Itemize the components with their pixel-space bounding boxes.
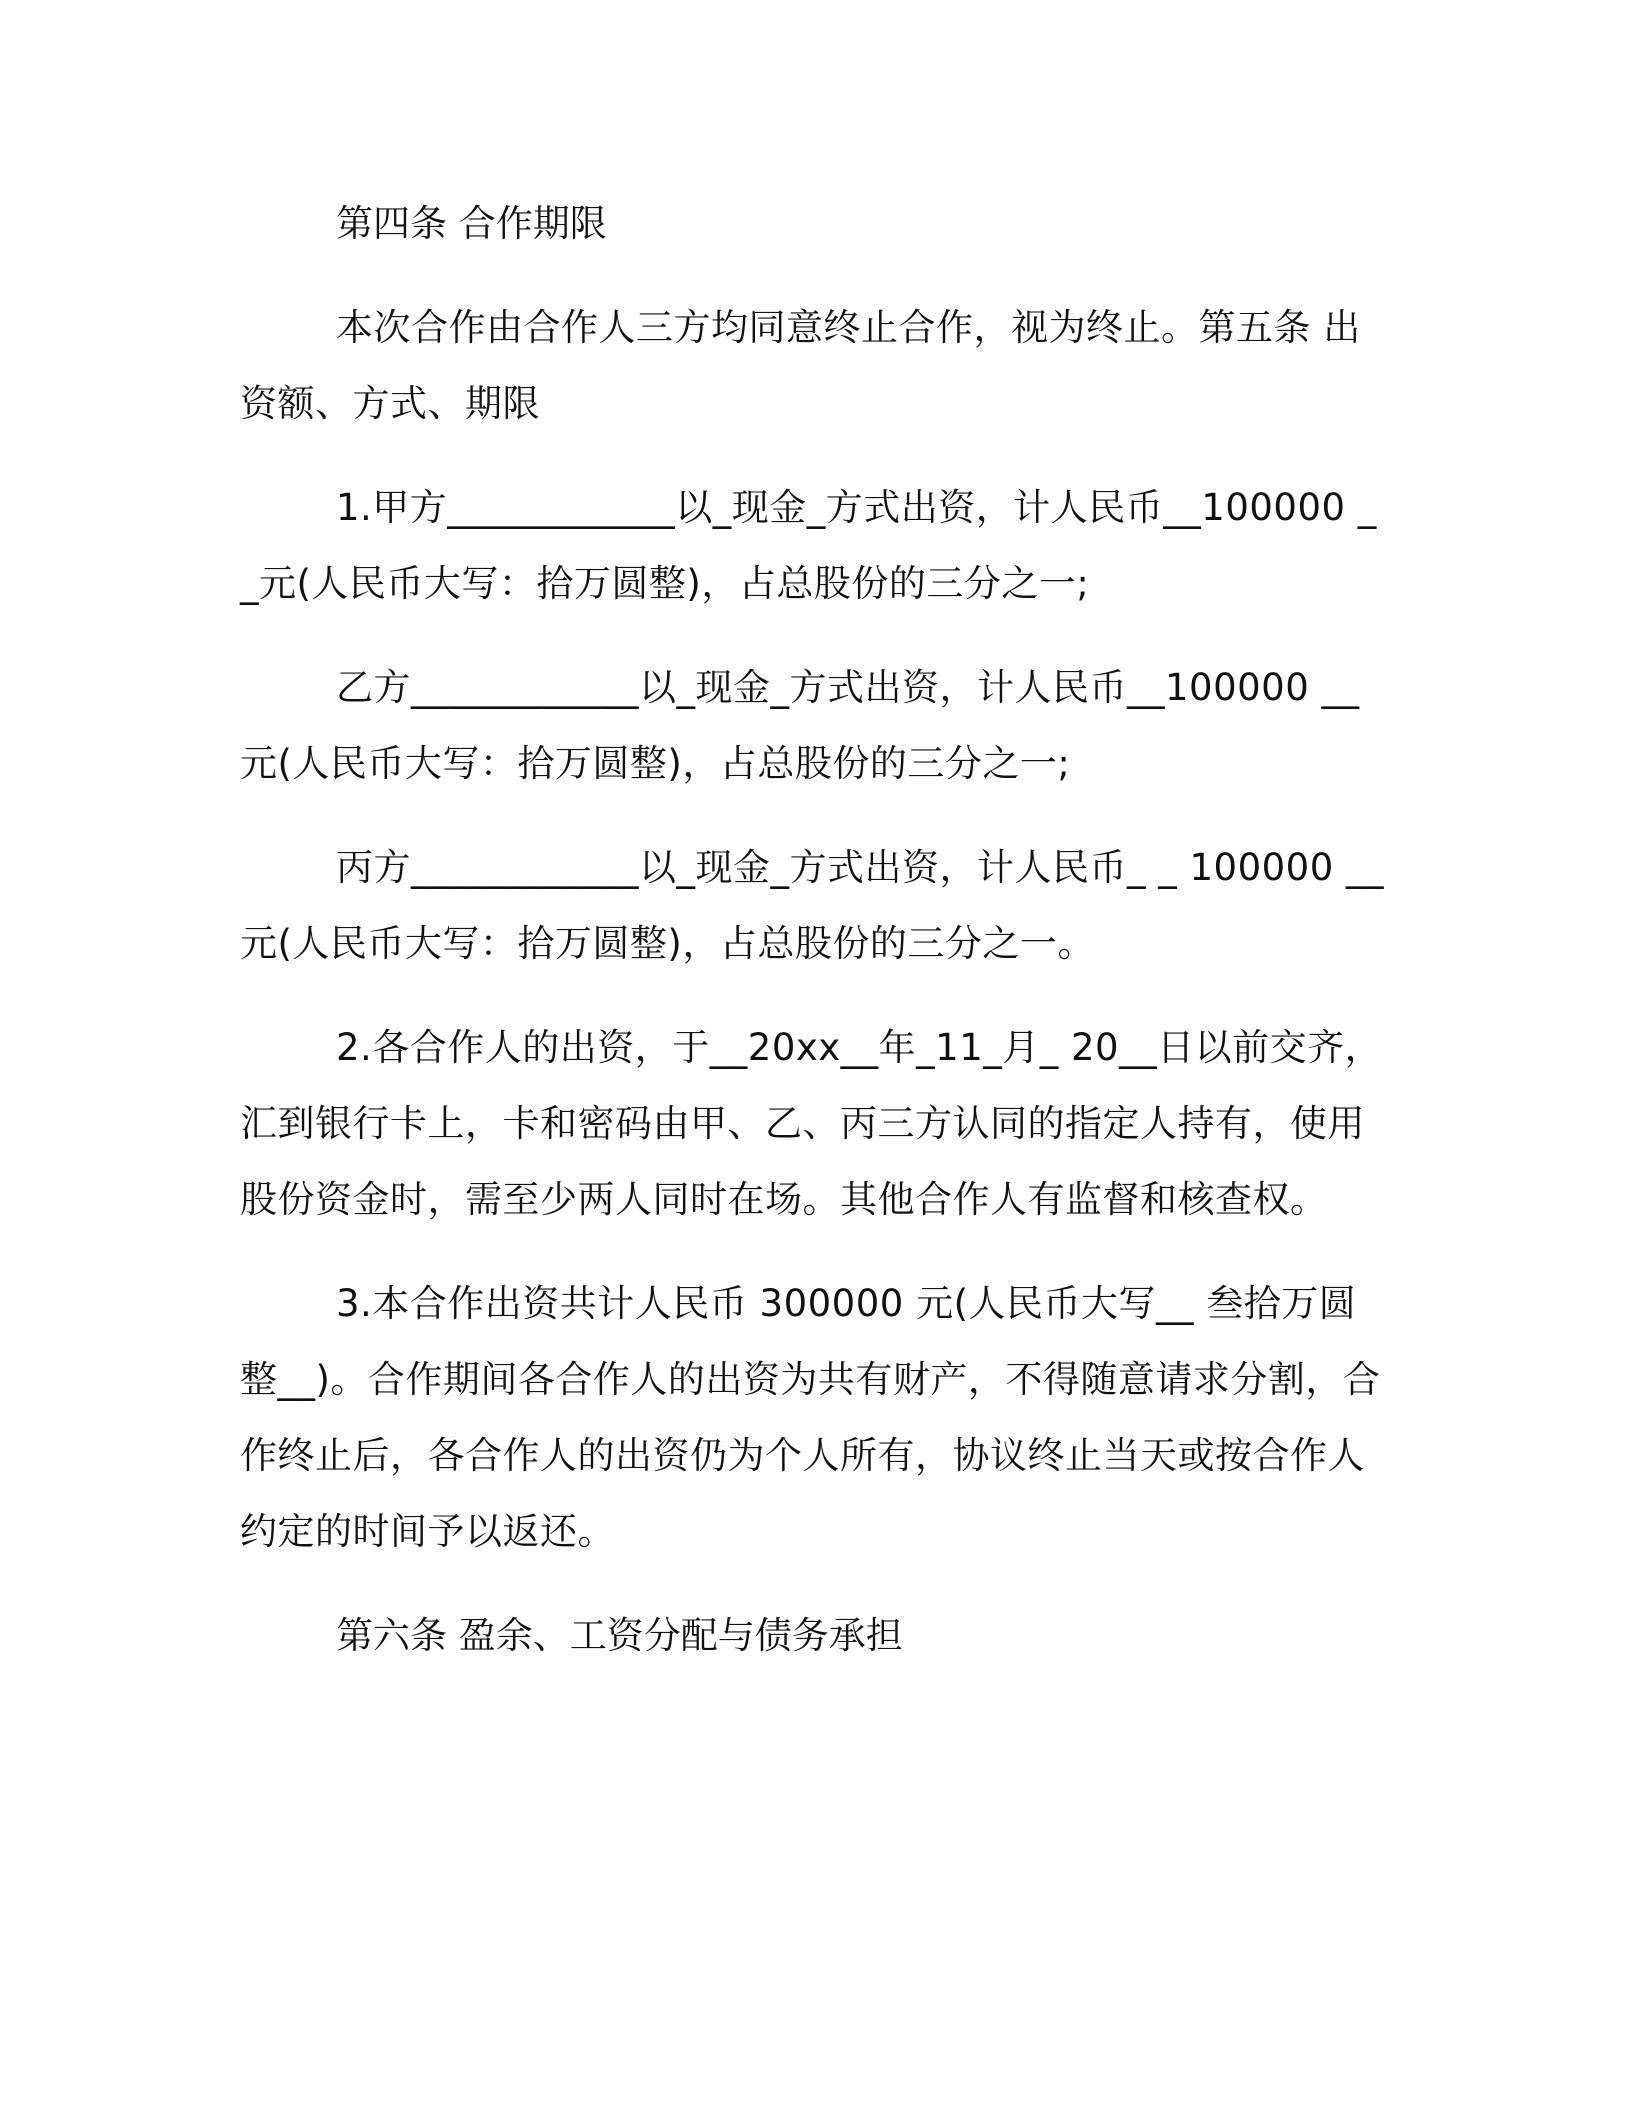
party-c-contribution: 丙方____________以_现金_方式出资，计人民币_ _ 100000 __元(人民币大写：拾万圆整)，占总股份的三分之一。 [240,846,1385,965]
article-4-paragraph: 本次合作由合作人三方均同意终止合作，视为终止。第五条 出资额、方式、期限 [240,306,1361,425]
article-6-heading: 第六条 盈余、工资分配与债务承担 [336,1614,903,1657]
total-contribution-clause: 3.本合作出资共计人民币 300000 元(人民币大写__ 叁拾万圆整__)。合作期间各合作人的出资为共有财产，不得随意请求分割，合作终止后，各合作人的出资仍为个人所有，协议终止当天或按合作人约定的时间予以返还。 [240,1282,1381,1553]
party-a-contribution: 1.甲方____________以_现金_方式出资，计人民币__100000 __元(人民币大写：拾万圆整)，占总股份的三分之一; [240,486,1377,605]
article-4-heading: 第四条 合作期限 [336,202,607,245]
document-body [240,186,1390,1674]
party-b-contribution: 乙方____________以_现金_方式出资，计人民币__100000 __元(人民币大写：拾万圆整)，占总股份的三分之一; [240,666,1360,785]
contribution-deadline-clause: 2.各合作人的出资，于__20xx__年_11_月_ 20__日以前交齐，汇到银行卡上，卡和密码由甲、乙、丙三方认同的指定人持有，使用股份资金时，需至少两人同时在场。其他合作人有监督和核查权。 [240,1026,1383,1221]
